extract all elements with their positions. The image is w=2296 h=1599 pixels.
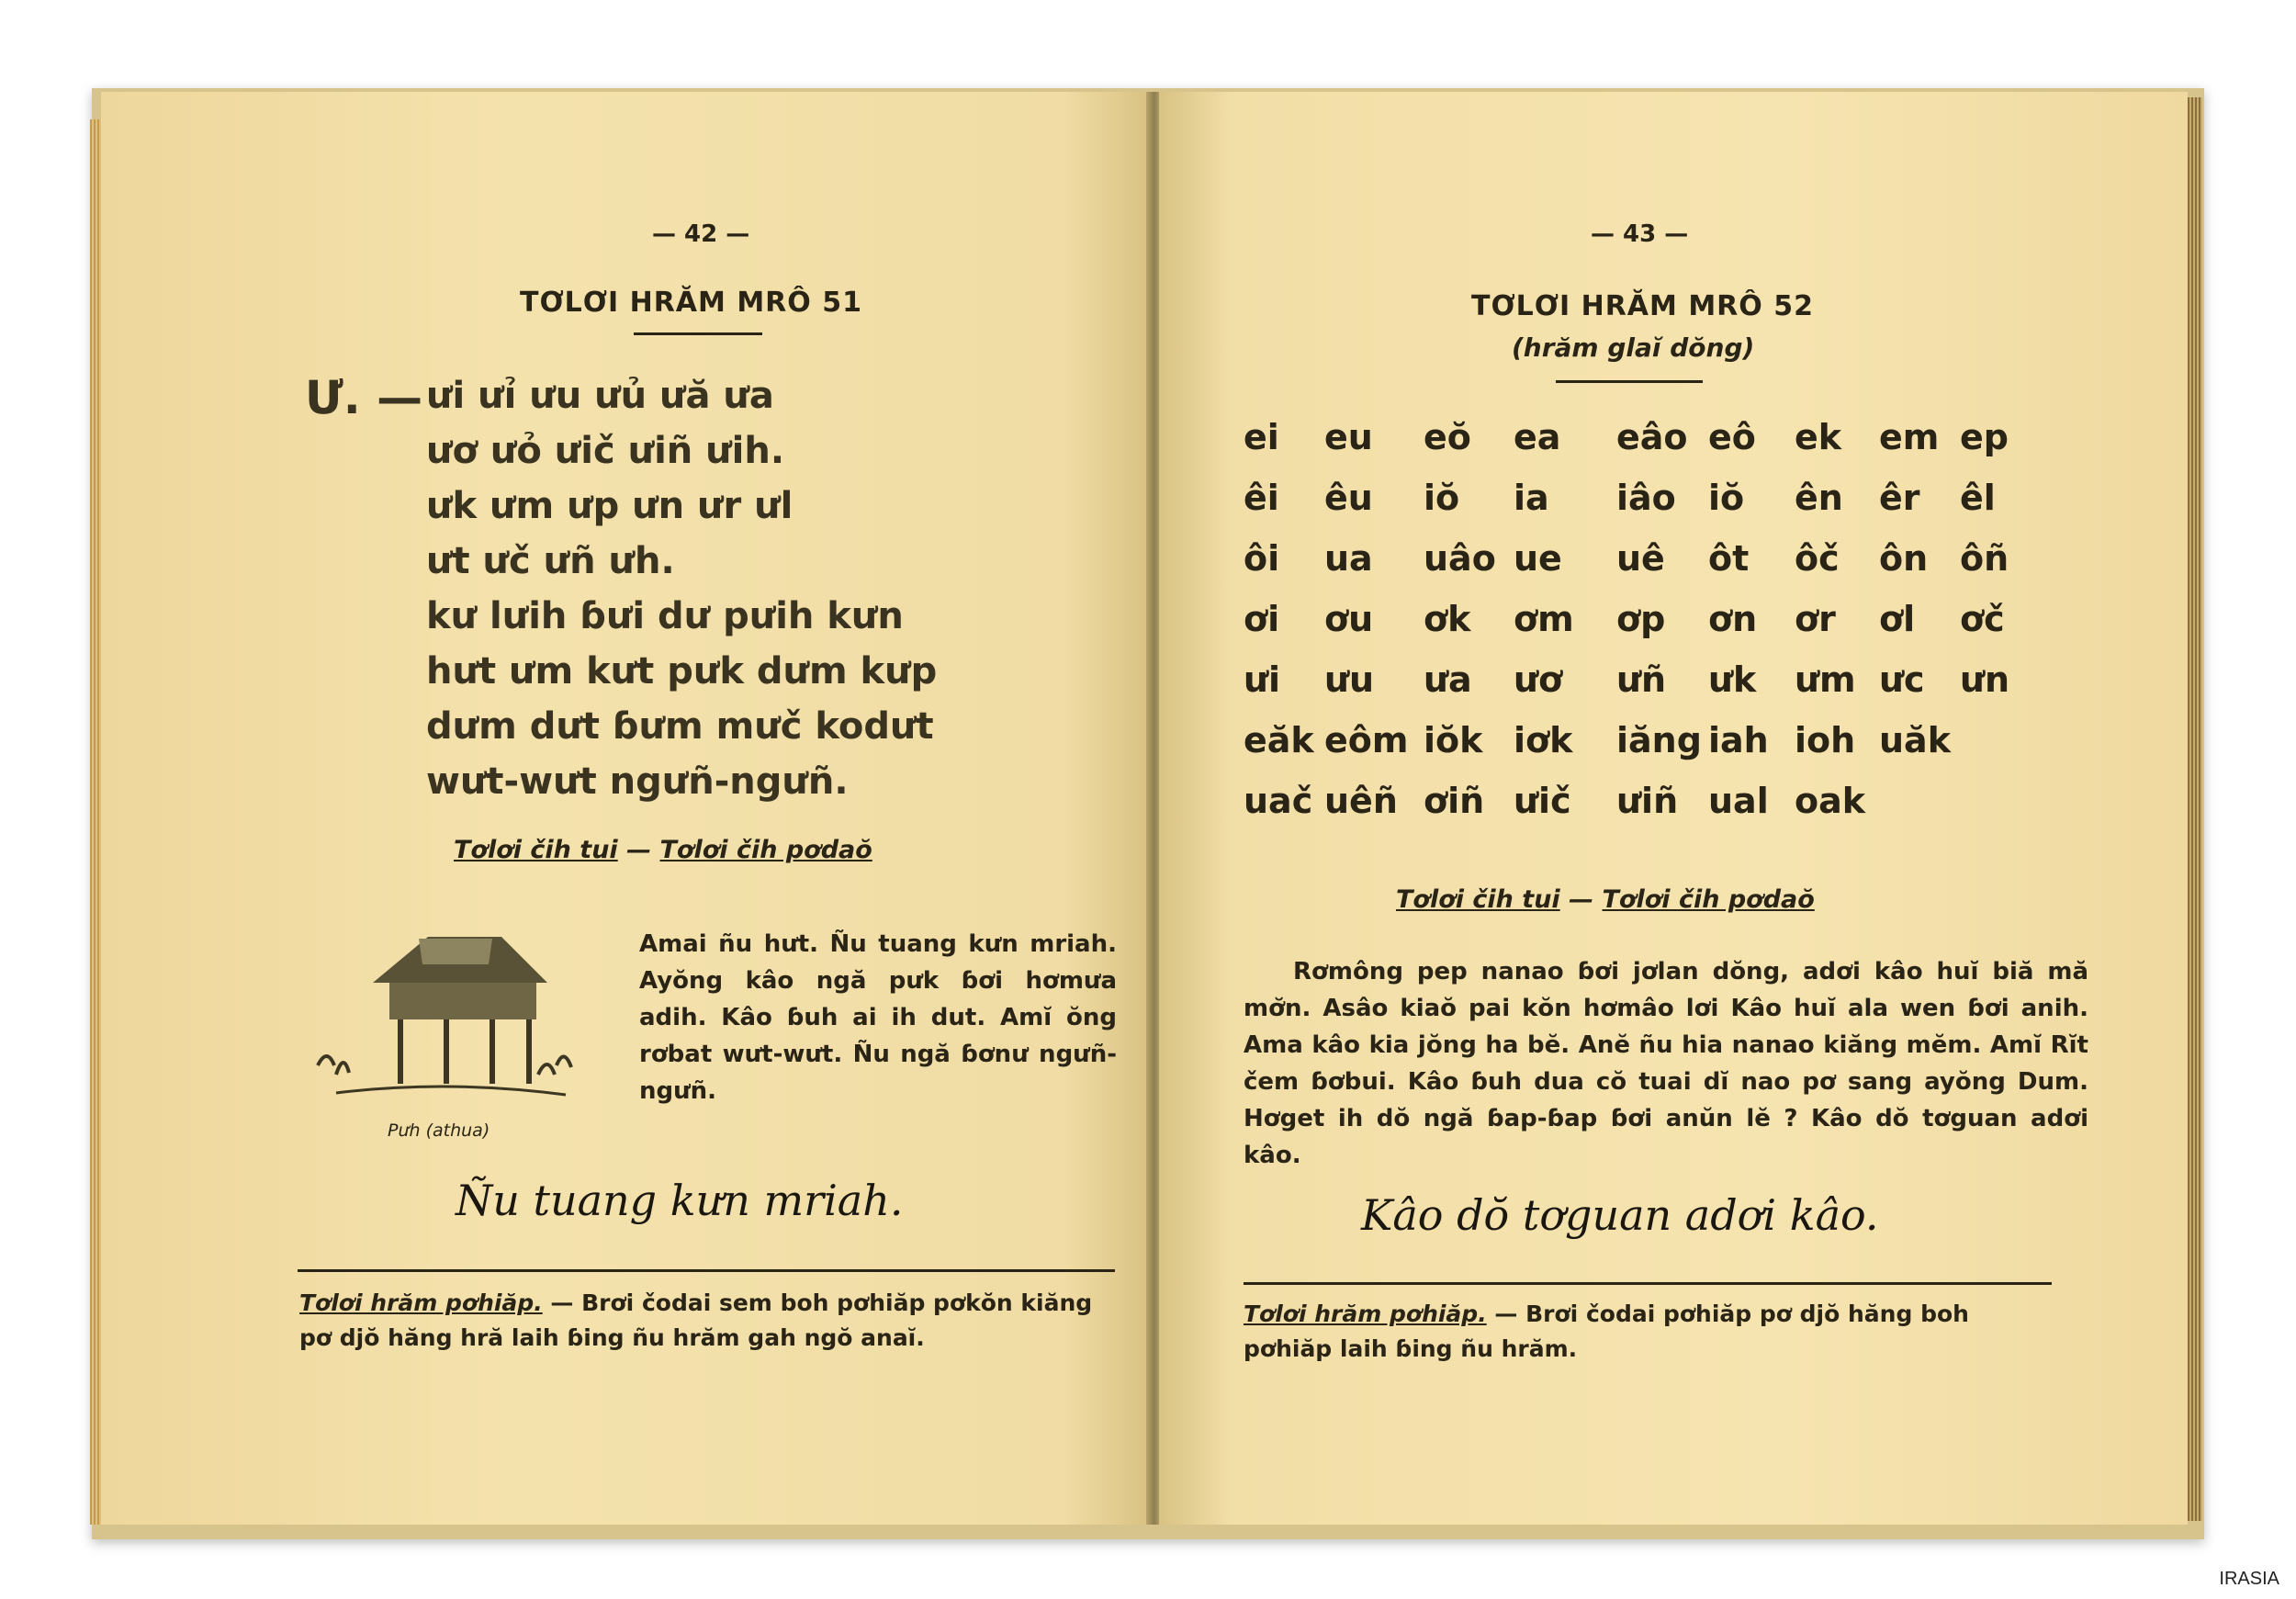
syllable-cell: ơp [1616,599,1666,639]
syllable-cell: iăng [1616,720,1702,760]
syllable-cell: ơi [1244,599,1280,639]
syllable-cell: em [1879,417,1940,457]
footer-note [299,1286,1117,1356]
heading-part-dictation: Tơlơi čih pơdaŏ [659,836,872,864]
right-page-edges [2188,97,2202,1521]
syllable-cell: ên [1795,478,1843,518]
syllable-cell: ơr [1795,599,1836,639]
drill-line: ươ ưỏ ưič ưiñ ưih. [426,430,785,472]
syllable-cell: ưk [1708,659,1757,700]
syllable-cell: ưm [1795,659,1856,700]
footer-text: — Brơi čodai pơhiăp pơ djŏ hăng boh pơhiăp laih ɓing ñu hrăm. [1244,1301,1969,1362]
reading-passage: Amai ñu hưt. Ñu tuang kưn mriah. Ayŏng kâo ngă pưk ɓơi hơmưa adih. Kâo ɓuh ai ih dut. Amĭ ŏng rơbat wưt-wưt. Ñu ngă ɓơnư ngưñ-ngưñ. [639,930,1117,1105]
left-page [101,92,1148,1525]
syllable-cell: iŏ [1708,478,1745,518]
image-caption: Pưh (athua) [388,1120,490,1141]
drill-line: ưk ưm ưp ưn ưr ưl [426,485,793,527]
syllable-cell: eu [1324,417,1373,457]
title-underline [634,332,762,335]
title-underline [1556,380,1703,383]
syllable-cell: iŏ [1424,478,1460,518]
syllable-cell: ưič [1514,781,1571,821]
syllable-cell: ơk [1424,599,1471,639]
syllable-cell: ưa [1424,659,1472,700]
drill-line: hưt ưm kưt pưk dưm kưp [426,650,938,693]
syllable-cell: eŏ [1424,417,1471,457]
drill-line: ưi ưỉ ưu ưủ ưă ưa [426,375,774,417]
syllable-cell: iâo [1616,478,1676,518]
handwritten-sentence: Kâo dŏ tơguan adơi kâo. [1361,1190,1879,1240]
syllable-cell: ôi [1244,538,1280,579]
syllable-cell: eô [1708,417,1756,457]
reading-passage: Rơmông pep nanao ɓơi jơlan dŏng, adơi kâo huĭ biă mă mơ̆n. Asâo kiaŏ pai kŏn hơmâo lơi Kâo huĭ ala wen ɓơi anih. Ama kâo kia jŏng ha bĕ. Anĕ ñu hia nanao kiăng mĕm. Amĭ Rĭt čem ɓơbui. Kâo ɓuh dua cŏ tuai dĭ nao pơ sang ayŏng Dum. Hơget ih dŏ ngă ɓap-ɓap ɓơi anŭn lĕ ? Kâo dŏ tơguan adơi kâo. [1244,958,2088,1169]
heading-separator: — [1559,885,1603,914]
syllable-cell: ơiñ [1424,781,1485,821]
syllable-cell: iŏk [1424,720,1483,760]
syllable-cell: ưn [1960,659,2010,700]
lesson-title: TƠLƠI HRĂM MRÔ 51 [520,287,862,319]
syllable-cell: ơm [1514,599,1574,639]
footer-text: — Brơi čodai sem boh pơhiăp pơkŏn kiăng pơ djŏ hăng hră laih ɓing ñu hrăm gah ngŏ anaĭ. [299,1289,1093,1351]
drill-line: kư lưih ɓưi dư pưih kưn [426,595,904,637]
syllable-cell: ưñ [1616,659,1667,700]
left-page-edges [90,119,101,1525]
syllable-cell: iah [1708,720,1769,760]
syllable-cell: ôñ [1960,538,2009,579]
syllable-cell: ơč [1960,599,2005,639]
syllable-cell: ia [1514,478,1549,518]
syllable-cell: êu [1324,478,1373,518]
syllable-cell: ưi [1244,659,1281,700]
syllable-cell: eăk [1244,720,1314,760]
syllable-cell: oak [1795,781,1866,821]
syllable-cell: iơk [1514,720,1573,760]
syllable-cell: ea [1514,417,1561,457]
footer-label: Tơlơi hrăm pơhiăp. [299,1289,543,1316]
syllable-cell: uăk [1879,720,1951,760]
syllable-cell: êi [1244,478,1279,518]
syllable-cell: uač [1244,781,1313,821]
syllable-cell: ue [1514,538,1562,579]
syllable-cell: ioh [1795,720,1856,760]
syllable-cell: ưiñ [1616,781,1679,821]
syllable-cell: ươ [1514,659,1563,700]
syllable-cell: uêñ [1324,781,1398,821]
reading-heading [1396,885,1815,914]
syllable-cell: eâo [1616,417,1688,457]
syllable-cell: ua [1324,538,1373,579]
syllable-cell: uê [1616,538,1665,579]
syllable-cell: êl [1960,478,1996,518]
lesson-letter: Ư. — [305,371,423,424]
watermark: IRASIA [2219,1569,2279,1589]
syllable-cell: ôč [1795,538,1840,579]
syllable-cell: ưc [1879,659,1925,700]
syllable-cell: ôn [1879,538,1929,579]
syllable-grid [1244,417,2088,849]
syllable-cell: ek [1795,417,1842,457]
lesson-title: TƠLƠI HRĂM MRÔ 52 [1471,290,1814,322]
syllable-cell: ơl [1879,599,1916,639]
syllable-cell: ep [1960,417,2009,457]
footer-note [1244,1297,2052,1367]
footer-rule [298,1269,1115,1272]
drill-line: dưm dưt ɓưm mưč kodưt [426,705,934,748]
lesson-subtitle: (hrăm glaĭ dŏng) [1512,332,1755,363]
syllable-cell: ual [1708,781,1769,821]
drill-line: ưt ưč ưñ ưh. [426,540,675,582]
syllable-cell: ei [1244,417,1279,457]
syllable-cell: ôt [1708,538,1750,579]
footer-rule [1244,1282,2052,1285]
footer-label: Tơlơi hrăm pơhiăp. [1244,1301,1487,1327]
stilt-house-illustration [309,918,584,1139]
syllable-cell: eôm [1324,720,1409,760]
drill-line: wưt-wưt ngưñ-ngưñ. [426,760,849,803]
page-number: — 42 — [652,220,750,248]
syllable-cell: êr [1879,478,1920,518]
syllable-cell: ưu [1324,659,1375,700]
syllable-cell: uâo [1424,538,1496,579]
right-page [1159,92,2188,1525]
heading-separator: — [617,836,660,864]
handwritten-sentence: Ñu tuang kưn mriah. [456,1176,904,1225]
reading-heading [454,836,872,864]
heading-part-dictation: Tơlơi čih pơdaŏ [1602,885,1815,914]
syllable-cell: ơn [1708,599,1758,639]
heading-part-copy: Tơlơi čih tui [454,836,618,864]
page-number: — 43 — [1591,220,1689,248]
heading-part-copy: Tơlơi čih tui [1396,885,1560,914]
syllable-cell: ơu [1324,599,1374,639]
